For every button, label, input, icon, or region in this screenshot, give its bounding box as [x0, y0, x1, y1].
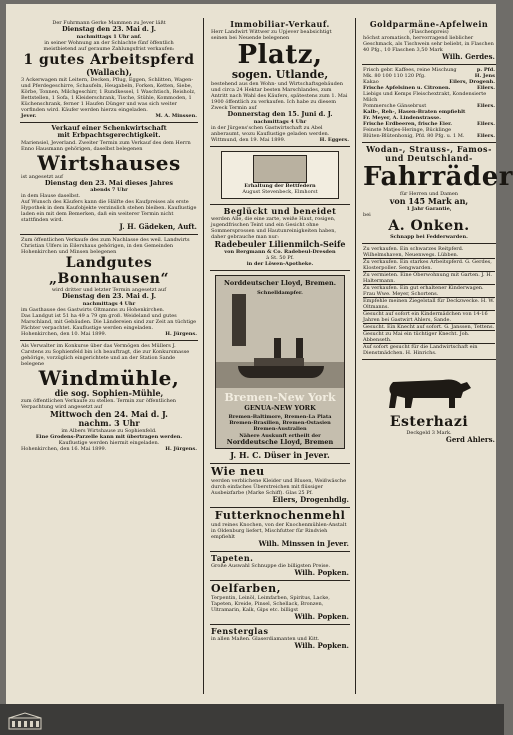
list-item-text: Liebigs und Kemps Fleischextrakt, Kondensierte Milch: [363, 91, 487, 103]
ad-signature: Schnapp bei Fedderwarden.: [390, 234, 468, 240]
ad-headline: Goldparmäne-Apfelwein: [369, 19, 489, 29]
ad-body: werden verblichene Kleider und Blusen, Weißwäsche durch einfaches Überstreichen mit flüssiger Ausbeizfarbe (Marke Schiff). Glas 25 Pf.: [211, 477, 347, 496]
building-facade-icon: [8, 712, 42, 730]
ship-deck: [254, 358, 304, 366]
ad-headline: Fensterglas: [211, 625, 269, 636]
list-item-seller: p. Pfd.: [476, 67, 495, 73]
ad-body: höchst aromatisch, hervorragend lieblicher Geschmack, als Tischwein sehr beliebt, in Flaschen 40 Pfg., 10 Flaschen 3,50 Mark: [363, 35, 494, 53]
ad-signature: Wilh. Minssen in Jever.: [258, 538, 349, 548]
grocery-list: [362, 65, 496, 143]
ad-text: Kauflustige werden hiermit eingeladen.: [58, 439, 160, 446]
classified-item: Gesucht. Ein Knecht auf sofort. G. Janssen, Tettens.: [363, 324, 495, 330]
list-item-seller: H. Jens: [474, 73, 495, 79]
ad-body: Große Auswahl Schnuppe die billigsten Preise.: [211, 562, 331, 569]
ad-signature-row: [211, 137, 349, 143]
ad-footer-text: Nähere Auskunft ertheilt der: [239, 432, 321, 439]
list-item-seller: Eilers.: [477, 133, 495, 139]
ad-body: Zum öffentlichen Verkaufe des zum Nachlasse des weil. Landwirts Christian Ulfers in Eilershaus gehörigen, in den Gemeinden Hohenkirchen und Minsen belegenen: [21, 237, 190, 255]
ad-route: Bremen-Baltimore, Bremen-La Plata: [228, 413, 332, 420]
ad-title: Verkauf einer Schenkwirtschaft: [51, 123, 167, 132]
ad-signature: Wilh. Popken.: [294, 640, 349, 650]
ad-title: Wodan-, Strauss-, Famos-: [366, 144, 492, 154]
ad-signature-row: [21, 113, 197, 119]
ad-text: wird dritter und letzter Termin angesetzt auf: [51, 287, 167, 293]
ad-signature: J. H. Gädeken, Auft.: [119, 222, 197, 231]
ad-company: Norddeutsche Lloyd, Bremen: [226, 438, 334, 446]
ad-text: ist angesetzt auf: [21, 173, 63, 180]
ad-glass: [210, 625, 350, 653]
ad-place: Wittmund, den 19. Mai 1899.: [211, 136, 286, 143]
ad-place: im Albers Wirtshause zu Sophienfeld.: [61, 427, 157, 434]
list-item-text: Pommersche Gänsebrust: [363, 103, 427, 109]
ad-route-headline: Bremen-New York: [224, 390, 336, 404]
ad-body: Terpentin, Leinöl, Leimfarben, Spiritus, Lacke, Tapeten, Kreide, Pinsel, Schellack, Bronzen, Ultramarin, Kalk, Gips etc. billigst: [211, 594, 330, 613]
classified-item: Gesucht auf sofort ein Kindermädchen von 14-16 Jahren bei Gastwirt Ahlers, Sande.: [363, 311, 495, 324]
column-1: [20, 18, 198, 698]
ad-property-sale: [210, 18, 350, 147]
column-2: [210, 18, 350, 698]
ad-date: Dienstag den 23. Mai dieses Jahres: [44, 178, 174, 187]
ad-paints: [210, 581, 350, 625]
ad-date: Mittwoch den 24. Mai d. J.: [50, 408, 168, 419]
ad-headline: Wirtshauses: [37, 150, 181, 175]
ad-line: in seiner Wohnung an der Schlachte fünf öffentlich: [44, 39, 174, 46]
ad-body: Mariensiel, Jeverland. Zweiter Termin zum Verkauf des dem Herrn Enno Hausmann gehörigen, daselbst belegenen: [21, 139, 191, 152]
ad-date: Dienstag den 23. Mai d. J.: [62, 25, 156, 33]
ad-headline: Futterknochenmehl: [214, 508, 346, 522]
ad-guarantee: 1 Jahr Garantie,: [406, 206, 452, 212]
ad-body: und reines Knochen, von der Knochenmühlen-Anstalt in Oldenburg liefert, Mischfutter für Rindvieh empfiehlt: [211, 521, 347, 540]
ad-date: Donnerstag den 15. Juni d. J.: [227, 110, 333, 118]
ad-maker: von Bergmann & Co. Radebeul-Dresden: [224, 248, 336, 255]
ad-place: Hohenkirchen, den 10. Mai 1899.: [21, 330, 107, 337]
ad-cider: [362, 18, 496, 65]
ad-signature: H. Jürgens.: [165, 330, 197, 337]
list-item: [363, 91, 495, 103]
statue-of-liberty-icon: [232, 294, 246, 346]
ad-headline: Fahrräder: [363, 162, 513, 192]
classifieds: [362, 244, 496, 360]
ad-route: Bremen-Australien: [253, 425, 307, 432]
ad-price: à St. 50 Pf.: [266, 254, 294, 261]
ad-product: Radebeuler Lilienmilch-Seife: [214, 238, 346, 249]
classified-item: Zu verkaufen. Ein schwarzes Reitpferd. Wilhelmshaven, Neuenwegs. Lübben.: [363, 246, 495, 259]
ad-place: Jever.: [21, 112, 37, 119]
ad-body: Als Verwalter im Konkurse über das Vermögen des Müllers J. Carstens zu Sophienfeld bin ich beauftragt, die zur Konkursmasse gehörige, vorzüglich eingerichtete und an der Station Sande belegene: [21, 342, 190, 367]
ad-headline: Windmühle,: [38, 365, 180, 390]
ad-estate-sale: [20, 235, 198, 341]
ship-hull: [238, 366, 324, 378]
scan-bottom-strip: [0, 704, 504, 735]
ad-signature-row: [21, 446, 197, 452]
ad-feather-badge: [210, 147, 350, 205]
ad-soap: [210, 205, 350, 271]
ad-signature: H. Jürgens.: [165, 445, 197, 452]
ad-agent: J. H. C. Düser in Jever.: [230, 449, 330, 460]
ship-funnel-icon: [296, 338, 303, 358]
livestock-illustration: [363, 364, 495, 412]
ad-time: nachm. 3 Uhr: [78, 417, 140, 428]
ad-seller: in der Löwen-Apotheke.: [246, 260, 314, 267]
ad-time: abends 7 Uhr: [90, 187, 128, 193]
ad-intro: Der Fuhrmann Gerke Mammen zu Jever läßt: [52, 20, 166, 26]
classified-item: Auf sofort gesucht für die Landwirtschaft ein Dienstmädchen. H. Hinrichs.: [363, 344, 478, 356]
ad-body: bestehend aus den Wohn- und Wirtschaftsgebäuden und circa 24 Hektar besten Marschlandes, zum Antritt nach Wahl des Käufers, spätestens zum 1. Mai 1900 öffentlich zu verkaufen. Ich habe zu diesem Zweck Termin auf: [211, 81, 348, 111]
ad-lloyd-shipping: [210, 271, 350, 464]
ad-headline: 1 gutes Arbeitspferd: [23, 51, 195, 68]
ad-subheadline: (Wallach),: [86, 66, 132, 77]
ad-tavern-sale: [20, 123, 198, 236]
ad-title: Immobiliar-Verkauf.: [230, 19, 330, 29]
ad-line: meistbietend auf geraume Zahlungsfrist verkaufen:: [43, 45, 175, 52]
ad-signature: H. Eggers.: [319, 136, 349, 143]
ad-place: in dem Hause daselbst.: [21, 193, 81, 199]
ad-title: Norddeutscher Lloyd, Bremen.: [223, 278, 337, 287]
ad-body: zum öffentlichen Verkaufe zu stellen. Termin zur öffentlichen Verpachtung wird angesetzt auf: [21, 397, 177, 410]
ad-signature-row: [21, 331, 197, 337]
ad-stud: [362, 360, 496, 447]
ad-body: 3 Ackerwagen mit Leitern, Decken, Pflug, Eggen, Schlitten, Wagen- und Pferdegeschirre, Schaufeln, Heugabeln, Forken, Ketten, Siebe, Körbe, Tonnen, Milchgeschirr, 1 Rundkessel, 1 Waschtisch, Reisholz, Bettstellen, 1 Sofa, 1 Kleiderschrank, Tische, Stühle, Kommoden, 1 Küchenschrank, ferner 1 Haufen Dünger und was sich weiter vorfinden wird. Käufer werden hierzu eingeladen.: [21, 76, 196, 113]
ad-place: im Gasthause des Gastwirts Oltmanns zu Hohenkirchen.: [21, 306, 165, 313]
ad-dye: [210, 464, 350, 508]
ad-signature: Eilers, Drogenhdlg.: [272, 494, 349, 504]
ad-body: Das Landgut ist 51 ha 49 a 79 qm groß. Weideland und gutes Marschland, mit Gebäuden. Die Ländereien sind zur Zeit an tüchtige Pächter verpachtet. Kauflustige werden eingeladen.: [21, 312, 197, 331]
classified-item: Gesucht zu Mai ein tüchtiger Knecht. Joh. Abbenseth.: [363, 331, 495, 344]
ad-subheadline: die sog. Sophien-Mühle,: [54, 387, 164, 398]
ad-subheadline: Schnelldampfer.: [257, 289, 303, 296]
ad-place: in der Jürgens'schen Gastwirtschaft zu Abel anberaumt, wozu Kauflustige geladen werden.: [211, 124, 330, 137]
ad-place: Hohenkirchen, den 16. Mai 1899.: [21, 445, 107, 452]
ad-time: nachmittags 4 Uhr: [253, 118, 307, 125]
ad-note: Eine Grodens-Parzelle kann mit übertragen werden.: [35, 433, 183, 440]
list-item-seller: Eilers.: [477, 121, 495, 127]
list-item-text: Fr. Meyer, A. Lindenstrasse.: [363, 115, 441, 121]
classified-item: Zu vermieten. Eine Oberwohnung mit Garten. J. H. Haltermann.: [363, 272, 495, 285]
ad-signature: M. A. Minssen.: [155, 112, 197, 119]
newspaper-page: [6, 4, 513, 704]
classified-item: Empfehle meinen Ziegelstall für Deckzwecke. H. W. Oltmanns.: [363, 298, 495, 310]
ad-headline: Esterhazi: [389, 414, 469, 430]
list-item-text: Frisch gebr. Kaffees, reine Mischung: [363, 67, 457, 73]
ad-text: bei: [363, 212, 371, 218]
ad-subheadline: für Herren und Damen: [399, 191, 459, 197]
list-item-text: Frische Apfelsinen u. Citronen.: [363, 85, 451, 91]
classified-item: Zu verkaufen. Ein starkes Arbeitspferd. G. Gerdes, Klosterpoller. Sengwarden.: [363, 259, 495, 272]
ad-price: von 145 Mark an,: [389, 196, 469, 206]
ad-headline: Oelfarben,: [211, 581, 281, 595]
ad-route: Bremen-Brasilien, Bremen-Ostasien: [229, 419, 331, 426]
ad-signature: Wilh. Popken.: [294, 567, 349, 577]
product-label-maker: August Stevenbeck, Elmhorst: [242, 188, 318, 195]
product-label-text: Erhaltung der Bettfedern: [244, 182, 316, 189]
product-label: [221, 151, 339, 199]
ad-title: und Deutschland-: [385, 153, 473, 163]
list-item: [363, 133, 495, 139]
column-rule: [355, 18, 356, 694]
ad-title: Beglückt und beneidet: [223, 205, 337, 216]
ad-body: in allen Maßen. Glaserdiamanten und Kitt.: [211, 635, 320, 642]
column-rule: [203, 18, 204, 694]
ad-body: werden Alle, die eine zarte, weiße Haut, rosigen, jugendfrischen Teint und ein Gesicht ohne Sommersprossen und Hautunreinigkeiten haben, daher gebrauche man nur:: [211, 215, 337, 240]
ad-seller: A. Onken.: [388, 218, 470, 234]
ad-time: nachmittags 1 Uhr anf.: [76, 33, 142, 40]
column-3: [362, 18, 513, 698]
ad-windmill-sale: [20, 341, 198, 455]
ad-signature: Wilh. Gerdes.: [442, 52, 495, 61]
ad-signature: Gerd Ahlers.: [445, 435, 495, 444]
ad-body: Auf Wunsch des Käufers kann die Hälfte des Kaufpreises als erste Hypothek in dem Kaufobjekte verzinslich stehen bleiben. Kauflustige laden ein mit dem Bemerken, daß ein weiterer Termin nicht stattfinden wird.: [21, 199, 197, 223]
ad-bicycles: [362, 143, 513, 244]
ad-headline: Tapeten.: [211, 552, 254, 563]
list-item-text: Mk. 80 100 110 120 Pfg.: [363, 73, 426, 79]
ad-body: Herr Landwirt Wittwer zu Upjever beabsichtigt seinen bei Neuende belegenen: [211, 29, 332, 41]
product-label-image: [253, 155, 307, 183]
list-item-seller: Eilers.: [477, 85, 495, 91]
ad-price-note: (Flaschenpreis): [409, 29, 449, 35]
ad-headline: Wie neu: [211, 464, 265, 478]
list-item-seller: Eilers.: [477, 103, 495, 109]
ship-funnel-icon: [274, 338, 281, 358]
ad-time: nachmittags 4 Uhr: [82, 300, 136, 307]
ad-headline: „Bonnhausen“: [48, 271, 170, 287]
list-item-seller: Eilers, Drogenh.: [449, 79, 495, 85]
ad-date: Dienstag den 23. Mai d. J.: [62, 292, 156, 300]
ad-subheadline: sogen. Utlande,: [231, 68, 329, 81]
ad-title: mit Erbpachtsgerechtigkeit.: [57, 131, 161, 139]
ad-headline: Platz,: [237, 40, 323, 70]
ad-route: GENUA-NEW YORK: [244, 404, 316, 412]
ad-wallpaper: [210, 552, 350, 581]
ad-bone-meal: [210, 508, 350, 552]
list-item-text: Feinste Matjes-Heringe, Bücklinge: [363, 127, 452, 133]
ad-auction-horse: [20, 18, 198, 123]
steamship-illustration: [215, 275, 345, 449]
ad-text: Deckgeld 3 Mark.: [406, 430, 452, 436]
list-item-text: Kakao: [363, 79, 379, 85]
ad-signature: Wilh. Popken.: [294, 611, 349, 621]
bull-icon: [363, 364, 497, 412]
list-item-text: Kalb-, Reh-, Hasen-Braten empfiehlt: [363, 109, 466, 115]
ad-headline: Landgutes: [65, 255, 153, 271]
list-item-text: Frische Erdbeeren, frische Eier.: [363, 121, 453, 127]
list-item-text: Blüten-Blütenhonig, Pfd. 80 Pfg. u. 1 M.: [363, 133, 465, 139]
classified-item: Zu verkaufen. Ein gut erhaltener Kinderwagen. Frau Wwe. Meyer, Schortens.: [363, 285, 495, 298]
